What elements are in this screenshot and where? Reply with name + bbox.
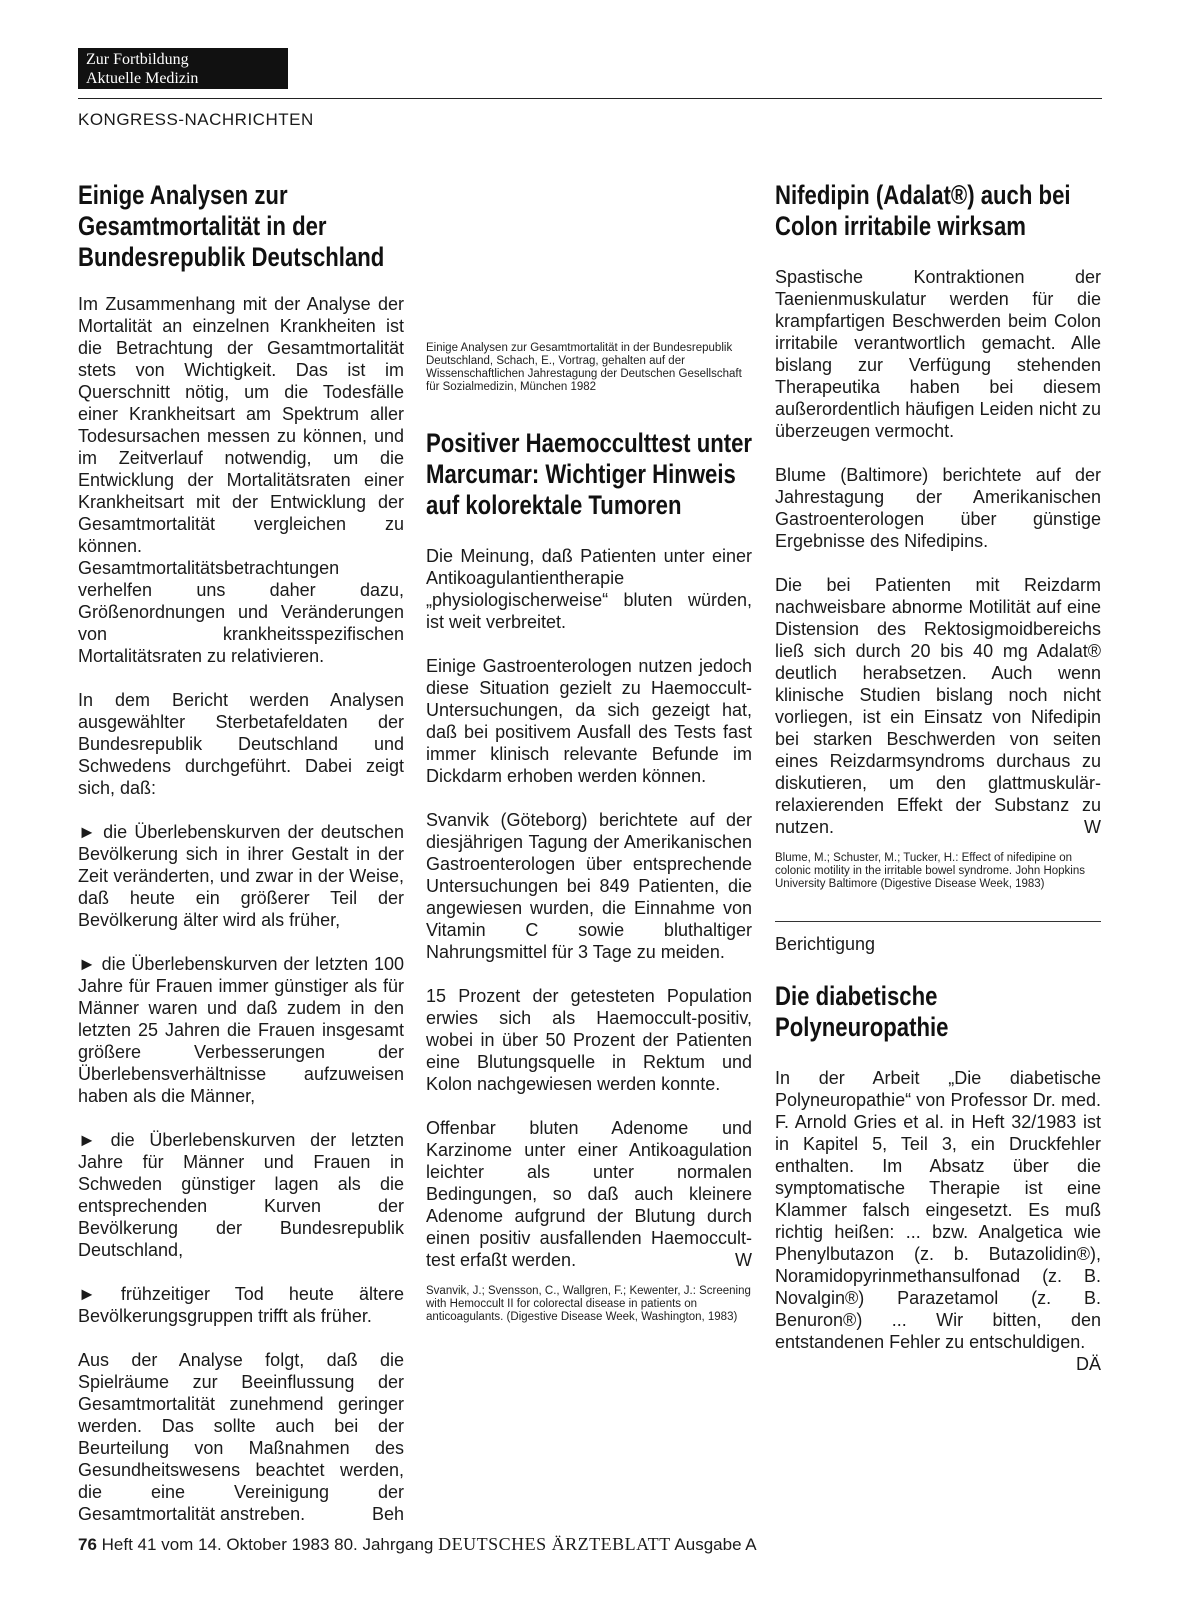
column-3 <box>775 180 1101 1375</box>
article-2-paragraph: 15 Prozent der getesteten Population erwies sich als Haemoccult-positiv, wobei in über 50 Prozent der Patienten eine Blutungsquelle in Rektum und Kolon nachgewiesen werden konnte. <box>426 986 752 1094</box>
header-rule <box>78 98 1102 99</box>
article-2-paragraph: Svanvik (Göteborg) berichtete auf der diesjährigen Tagung der Amerikanischen Gastroenterologen über entsprechende Untersuchungen bei 849 Patienten, die angewiesen wurden, die Einnahme von Vitamin C sowie bluthaltiger Nahrungsmittel für 3 Tage zu meiden. <box>426 810 752 962</box>
berichtigung-rule <box>775 921 1101 922</box>
article-2-signature: W <box>735 1250 752 1270</box>
article-2-conclusion: Offenbar bluten Adenome und Karzinome unter einer Antikoagulation leichter als unter normalen Bedingungen, so daß auch kleinere Adenome aufgrund der Blutung durch einen positiv ausfallenden Haemocculttest erfaßt werden. <box>426 1118 752 1270</box>
column-1 <box>78 180 404 1525</box>
berichtigung-signature: DÄ <box>1075 1354 1101 1374</box>
article-1-bullet: ► die Überlebenskurven der deutschen Bevölkerung sich in ihrer Gestalt in der Zeit veränderten, und zwar in der Weise, daß heute ein größerer Teil der Bevölkerung älter wird als früher, <box>78 822 404 930</box>
article-3-paragraph: Spastische Kontraktionen der Taenienmuskulatur werden für die krampfartigen Beschwerden beim Colon irritabile verantwortlich gemacht. Alle bislang zur Verfügung stehenden Therapeutika haben bei diesem außerordentlich häufigen Leiden nicht zu überzeugen vermocht. <box>775 267 1101 441</box>
berichtigung-paragraph <box>775 1067 1101 1374</box>
banner-line-2: Aktuelle Medizin <box>86 70 199 87</box>
article-2-paragraph <box>426 1117 752 1271</box>
page-footer <box>78 1534 757 1555</box>
issue-info: Heft 41 vom 14. Oktober 1983 80. Jahrgang <box>101 1535 434 1554</box>
article-3-conclusion: Die bei Patienten mit Reizdarm nachweisbare abnorme Motilität auf eine Distension des Rektosigmoidbereichs ließ sich durch 20 bis 40 mg Adalat® deutlich herabsetzen. Auch wenn klinische Studien bislang noch nicht vorliegen, ist ein Einsatz von Nifedipin bei starken Beschwerden von seiten eines Reizdarmsyndroms durchaus zu diskutieren, um den glattmuskulär-relaxierenden Effekt der Substanz zu nutzen. <box>775 575 1101 837</box>
article-2-paragraph: Die Meinung, daß Patienten unter einer Antikoagulantientherapie „physiologischerweise“ bluten würden, ist weit verbreitet. <box>426 546 752 632</box>
page-number: 76 <box>78 1535 97 1554</box>
journal-name: DEUTSCHES ÄRZTEBLATT <box>438 1534 671 1554</box>
berichtigung-title: Die diabetische Polyneuropathie <box>775 981 949 1042</box>
article-3-paragraph: Blume (Baltimore) berichtete auf der Jahrestagung der Amerikanischen Gastroenterologen über günstige Ergebnisse des Nifedipins. <box>775 465 1101 551</box>
column-2 <box>426 180 752 1324</box>
article-1-bullet: ► die Überlebenskurven der letzten 100 Jahre für Frauen immer günstiger als für Männer waren und daß zudem in den letzten 25 Jahren die Frauen insgesamt größere Verbesserungen der Überlebensverhältnisse aufzuweisen haben als die Männer, <box>78 954 404 1106</box>
article-2-reference: Svanvik, J.; Svensson, C., Wallgren, F.; Kewenter, J.: Screening with Hemoccult II for colorectal disease in patients on anticoagulants. (Digestive Disease Week, Washington, 1983) <box>426 1285 751 1323</box>
article-1-bullet: ► frühzeitiger Tod heute ältere Bevölkerungsgruppen trifft als früher. <box>78 1284 404 1326</box>
berichtigung-text: In der Arbeit „Die diabetische Polyneuropathie“ von Professor Dr. med. F. Arnold Gries et al. in Heft 32/1983 ist in Kapitel 5, Teil 3, ein Druckfehler enthalten. Im Absatz über die symptomatische Therapie ist eine Klammer falsch eingesetzt. Es muß richtig heißen: ... bzw. Analgetica wie Phenylbutazon (z. b. Butazolidin®), Noramidopyrinmethansulfonad (z. B. Novalgin®) Parazetamol (z. B. Benuron®) ... Wir bitten, den entstandenen Fehler zu entschuldigen. <box>775 1068 1101 1352</box>
article-1-paragraph: Im Zusammenhang mit der Analyse der Mortalität an einzelnen Krankheiten ist die Betrachtung der Gesamtmortalität stets von Wichtigkeit. Das ist im Querschnitt nötig, um die Todesfälle einer Krankheitsart am Spektrum aller Todesursachen messen zu können, und im Zeitverlauf notwendig, um die Entwicklung der Mortalitätsraten einer Krankheitsart mit der Entwicklung der Gesamtmortalität vergleichen zu können. Gesamtmortalitätsbetrachtungen verhelfen uns daher dazu, Größenordnungen und Veränderungen von krankheitsspezifischen Mortalitätsraten zu relativieren. <box>78 294 404 666</box>
article-1-signature: Beh <box>371 1504 404 1524</box>
article-1-paragraph: In dem Bericht werden Analysen ausgewählter Sterbetafeldaten der Bundesrepublik Deutschland und Schwedens durchgeführt. Dabei zeigt sich, daß: <box>78 690 404 798</box>
article-2-title: Positiver Haemocculttest unter Marcumar: Wichtiger Hinweis auf kolorektale Tumoren <box>426 428 753 520</box>
article-3-reference: Blume, M.; Schuster, M.; Tucker, H.: Effect of nifedipine on colonic motility in the irritable bowel syndrome. John Hopkins University Baltimore (Digestive Disease Week, 1983) <box>775 852 1086 890</box>
article-3-paragraph <box>775 574 1101 838</box>
article-1-conclusion: Aus der Analyse folgt, daß die Spielräume zur Beeinflussung der Gesamtmortalität zunehmend geringer werden. Das sollte auch bei der Beurteilung von Maßnahmen des Gesundheitswesens beachtet werden, die eine Vereinigung der Gesamtmortalität anstreben. <box>78 1350 404 1524</box>
berichtigung-label: Berichtigung <box>775 934 876 954</box>
article-3-signature: W <box>1084 817 1101 837</box>
section-banner <box>78 48 288 89</box>
article-3-title: Nifedipin (Adalat®) auch bei Colon irritabile wirksam <box>775 180 1071 241</box>
article-1-bullet: ► die Überlebenskurven der letzten Jahre für Männer und Frauen in Schweden günstiger lagen als die entsprechenden Kurven der Bevölkerung der Bundesrepublik Deutschland, <box>78 1130 404 1260</box>
article-1-paragraph <box>78 1349 404 1525</box>
article-1-reference: Einige Analysen zur Gesamtmortalität in der Bundesrepublik Deutschland, Schach, E., Vortrag, gehalten auf der Wissenschaftlichen Jahrestagung der Deutschen Gesellschaft für Sozialmedizin, München 1982 <box>426 342 742 393</box>
article-1-title: Einige Analysen zur Gesamtmortalität in der Bundesrepublik Deutschland <box>78 180 385 272</box>
banner-line-1: Zur Fortbildung <box>86 51 189 68</box>
edition: Ausgabe A <box>674 1535 757 1554</box>
article-2-paragraph: Einige Gastroenterologen nutzen jedoch diese Situation gezielt zu Haemoccult-Untersuchungen, da sich gezeigt hat, daß bei positivem Ausfall des Tests fast immer klinisch relevante Befunde im Dickdarm erhoben werden können. <box>426 656 752 786</box>
section-label: KONGRESS-NACHRICHTEN <box>78 110 314 129</box>
